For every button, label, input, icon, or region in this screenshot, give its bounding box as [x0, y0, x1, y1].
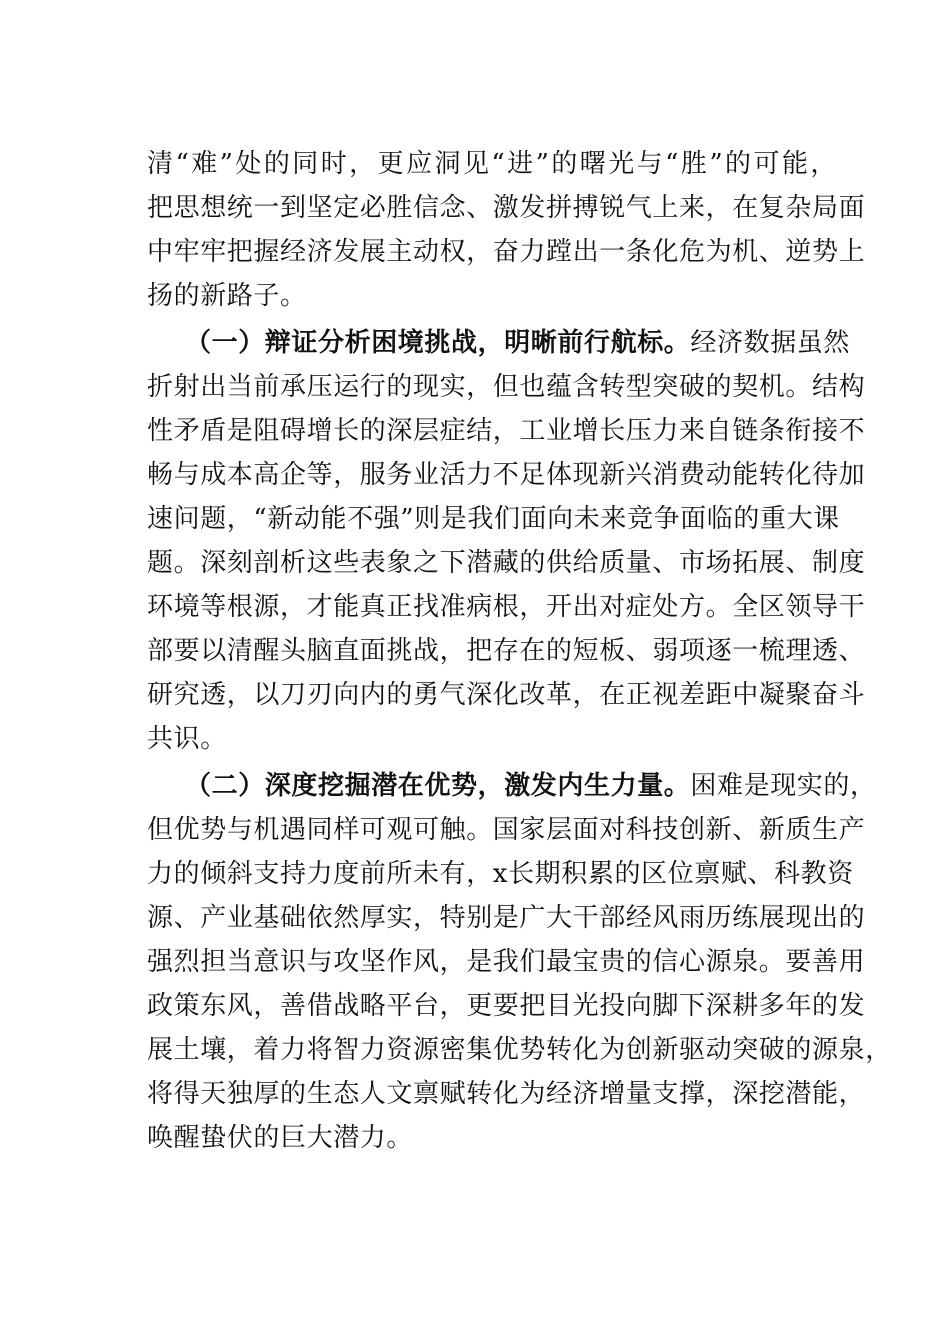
body-text-line: 共识。 [147, 724, 227, 754]
section-heading-1: （一）辩证分析困境挑战，明晰前行航标。 [185, 328, 691, 358]
body-text-line: 中牢牢把握经济发展主动权，奋力蹚出一条化危为机、逆势上 [147, 237, 866, 267]
body-text-line: 力的倾斜支持力度前所未有，x长期积累的区位禀赋、科教资 [147, 859, 854, 889]
body-text-line: 政策东风，善借战略平台，更要把目光投向脚下深耕多年的发 [147, 991, 866, 1021]
body-text-line: 折射出当前承压运行的现实，但也蕴含转型突破的契机。结构 [147, 372, 866, 402]
body-text-line: 把思想统一到坚定必胜信念、激发拼搏锐气上来，在复杂局面 [147, 193, 866, 223]
body-text-line: 但优势与机遇同样可观可触。国家层面对科技创新、新质生产 [147, 815, 866, 845]
body-text-line: 速问题，“新动能不强”则是我们面向未来竞争面临的重大课 [147, 504, 840, 534]
section-heading-line: （一）辩证分析困境挑战，明晰前行航标。经济数据虽然 [185, 328, 851, 358]
body-text-line: 畅与成本高企等，服务业活力不足体现新兴消费动能转化待加 [147, 460, 866, 490]
body-text-line: 性矛盾是阻碍增长的深层症结，工业增长压力来自链条衔接不 [147, 416, 866, 446]
body-text-line: 唤醒蛰伏的巨大潜力。 [147, 1123, 414, 1153]
body-text-line: 扬的新路子。 [147, 281, 307, 311]
body-text-line: 题。深刻剖析这些表象之下潜藏的供给质量、市场拓展、制度 [147, 548, 866, 578]
body-text-line: 清“难”处的同时，更应洞见“进”的曙光与“胜”的可能， [147, 149, 837, 179]
body-text-line: 强烈担当意识与攻坚作风，是我们最宝贵的信心源泉。要善用 [147, 947, 866, 977]
section-heading-line: （二）深度挖掘潜在优势，激发内生力量。困难是现实的， [185, 771, 877, 801]
body-text-line: 展土壤，着力将智力资源密集优势转化为创新驱动突破的源泉， [147, 1035, 892, 1065]
body-text-line: 将得天独厚的生态人文禀赋转化为经济增量支撑，深挖潜能， [147, 1079, 866, 1109]
body-text-line: 环境等根源，才能真正找准病根，开出对症处方。全区领导干 [147, 592, 866, 622]
body-text-line: 源、产业基础依然厚实，特别是广大干部经风雨历练展现出的 [147, 903, 866, 933]
body-text-line: 研究透，以刀刃向内的勇气深化改革，在正视差距中凝聚奋斗 [147, 680, 866, 710]
body-text-line: 部要以清醒头脑直面挑战，把存在的短板、弱项逐一梳理透、 [147, 636, 866, 666]
section-heading-2: （二）深度挖掘潜在优势，激发内生力量。 [185, 771, 691, 801]
